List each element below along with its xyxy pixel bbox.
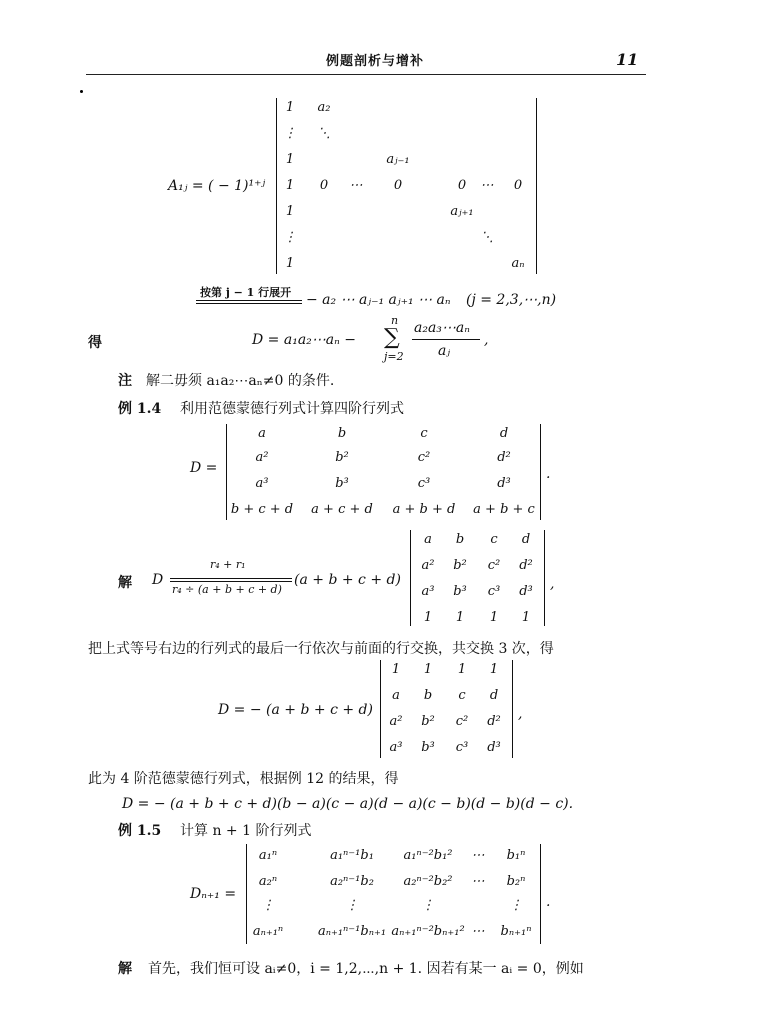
expand-eq-line-1	[196, 300, 302, 301]
swap-cell-r1-c2: 1	[423, 662, 433, 677]
sol14-tail: ,	[550, 576, 555, 592]
ex15-cell-r2-c5: b₂ⁿ	[506, 874, 526, 889]
ex15-cell-r4-c3: aₙ₊₁ⁿ⁻²bₙ₊₁²	[391, 924, 465, 939]
ex15-cell-r2-c1: a₂ⁿ	[258, 874, 278, 889]
sol14-op-bottom: r₄ ÷ (a + b + c + d)	[172, 583, 282, 596]
ex14-cell-r2-c3: c²	[417, 450, 431, 465]
ex14-cell-r2-c1: a²	[255, 450, 269, 465]
sol14-cell-r4-c2: 1	[455, 610, 465, 625]
sol14-eq-line-2	[170, 581, 292, 582]
ex14-lhs: D =	[190, 460, 218, 476]
ex15-cell-r3-c1: ⋮	[261, 898, 275, 913]
a1j-cell-r4-c5: 0	[457, 178, 467, 193]
sol14-cell-r2-c4: d²	[519, 558, 533, 573]
a1j-cell-r2-c1: ⋮	[283, 126, 297, 141]
solution-1-5-label: 解	[118, 961, 132, 977]
swap-cell-r1-c3: 1	[457, 662, 467, 677]
sol14-factor: (a + b + c + d)	[294, 572, 401, 588]
ex15-cell-r1-c4: ⋯	[471, 848, 485, 863]
a1j-cell-r4-c6: ⋯	[480, 178, 494, 193]
sol14-cell-r1-c2: b	[455, 532, 465, 547]
a1j-cell-r5-c1: 1	[285, 204, 295, 219]
ex14-cell-r3-c2: b³	[335, 476, 349, 491]
swap-cell-r3-c4: d²	[487, 714, 501, 729]
ex14-cell-r4-c3: a + b + d	[392, 502, 456, 517]
a1j-cell-r6-c1: ⋮	[283, 230, 297, 245]
ex15-cell-r1-c1: a₁ⁿ	[258, 848, 278, 863]
ex15-cell-r2-c4: ⋯	[471, 874, 485, 889]
ex15-cell-r1-c5: b₁ⁿ	[506, 848, 526, 863]
ex15-lhs: Dₙ₊₁ =	[190, 886, 237, 902]
swap-cell-r1-c4: 1	[489, 662, 499, 677]
swap-cell-r4-c3: c³	[455, 740, 469, 755]
sol14-cell-r3-c1: a³	[421, 584, 435, 599]
a1j-cell-r3-c1: 1	[285, 152, 295, 167]
expand-label: 按第 j − 1 行展开	[200, 286, 292, 299]
sol14-cell-r3-c3: c³	[487, 584, 501, 599]
d-sum-lhs: D = a₁a₂⋯aₙ −	[252, 332, 356, 348]
running-header-title: 例题剖析与增补	[326, 54, 425, 69]
ex14-cell-r4-c2: a + c + d	[311, 502, 373, 517]
expand-eq-line-2	[196, 303, 302, 304]
example-1-5-text: 计算 n + 1 阶行列式	[180, 823, 312, 839]
header-rule	[86, 74, 646, 75]
fraction-denominator: aⱼ	[438, 343, 451, 359]
a1j-cell-r4-c7: 0	[513, 178, 523, 193]
swap-lhs: D = − (a + b + c + d)	[218, 702, 373, 718]
ex15-cell-r1-c3: a₁ⁿ⁻²b₁²	[403, 848, 453, 863]
expand-result: − a₂ ⋯ aⱼ₋₁ aⱼ₊₁ ⋯ aₙ	[306, 292, 451, 308]
sol14-cell-r2-c1: a²	[421, 558, 435, 573]
swap-right-bar	[512, 660, 513, 758]
ex15-cell-r4-c2: aₙ₊₁ⁿ⁻¹bₙ₊₁	[317, 924, 387, 939]
swap-cell-r4-c4: d³	[487, 740, 501, 755]
a1j-cell-r4-c3: ⋯	[349, 178, 363, 193]
a1j-cell-r7-c1: 1	[285, 256, 295, 271]
sol14-eq-line-1	[170, 578, 292, 579]
a1j-cell-r5-c5: aⱼ₊₁	[450, 204, 474, 219]
ex14-cell-r2-c4: d²	[497, 450, 511, 465]
ex14-cell-r1-c3: c	[420, 426, 428, 441]
ex15-cell-r2-c3: a₂ⁿ⁻²b₂²	[403, 874, 453, 889]
ex14-cell-r3-c4: d³	[497, 476, 511, 491]
a1j-cell-r1-c1: 1	[285, 100, 295, 115]
swap-cell-r3-c3: c²	[455, 714, 469, 729]
swap-cell-r2-c1: a	[392, 688, 400, 703]
ex14-cell-r3-c1: a³	[255, 476, 269, 491]
sol14-cell-r4-c1: 1	[423, 610, 433, 625]
ex15-cell-r4-c5: bₙ₊₁ⁿ	[500, 924, 532, 939]
sol14-cell-r2-c2: b²	[453, 558, 467, 573]
sol14-cell-r1-c1: a	[424, 532, 432, 547]
solution-1-4-label: 解	[118, 575, 132, 591]
a1j-cell-r3-c4: aⱼ₋₁	[386, 152, 410, 167]
swap-cell-r4-c1: a³	[389, 740, 403, 755]
swap-cell-r3-c2: b²	[421, 714, 435, 729]
ex15-tail: .	[546, 894, 551, 910]
ex14-cell-r3-c3: c³	[417, 476, 431, 491]
ex15-cell-r3-c5: ⋮	[509, 898, 523, 913]
sol14-op-top: r₄ + r₁	[210, 558, 246, 571]
note-text: 解二毋须 a₁a₂⋯aₙ≠0 的条件.	[146, 373, 335, 389]
swap-cell-r2-c4: d	[489, 688, 499, 703]
sum-lower-limit: j=2	[384, 350, 404, 363]
ex14-cell-r4-c4: a + b + c	[473, 502, 535, 517]
example-1-5-label: 例 1.5	[118, 823, 162, 839]
ex14-cell-r2-c2: b²	[335, 450, 349, 465]
sol14-cell-r3-c2: b³	[453, 584, 467, 599]
d-sum-tail: ,	[484, 332, 489, 348]
ex14-cell-r4-c1: b + c + d	[230, 502, 294, 517]
sum-upper-limit: n	[391, 314, 399, 327]
swap-cell-r4-c2: b³	[421, 740, 435, 755]
ex14-cell-r1-c2: b	[337, 426, 347, 441]
de-prefix: 得	[88, 335, 102, 351]
note-label: 注	[118, 373, 132, 389]
ex15-cell-r2-c2: a₂ⁿ⁻¹b₂	[330, 874, 374, 889]
a1j-cell-r7-c7: aₙ	[511, 256, 525, 271]
sol14-cell-r1-c4: d	[521, 532, 531, 547]
final-product-equation: D = − (a + b + c + d)(b − a)(c − a)(d − a)(c − b)(d − b)(d − c).	[122, 796, 574, 812]
a1j-cell-r4-c1: 1	[285, 178, 295, 193]
page-number: 11	[616, 50, 639, 69]
sol14-cell-r4-c4: 1	[521, 610, 531, 625]
example-1-4-text: 利用范德蒙德行列式计算四阶行列式	[180, 401, 404, 417]
paragraph-vandermonde: 此为 4 阶范德蒙德行列式，根据例 12 的结果，得	[88, 771, 399, 787]
swap-cell-r2-c3: c	[458, 688, 466, 703]
expand-range: (j = 2,3,⋯,n)	[466, 292, 557, 308]
ex14-tail: .	[546, 466, 551, 482]
a1j-cell-r6-c6: ⋱	[480, 230, 494, 245]
paragraph-swap: 把上式等号右边的行列式的最后一行依次与前面的行交换，共交换 3 次，得	[88, 641, 554, 657]
sum-symbol: ∑	[384, 325, 400, 350]
example-1-4-label: 例 1.4	[118, 401, 162, 417]
a1j-cell-r4-c4: 0	[393, 178, 403, 193]
sol14-cell-r2-c3: c²	[487, 558, 501, 573]
a1j-cell-r4-c2: 0	[319, 178, 329, 193]
ex15-cell-r1-c2: a₁ⁿ⁻¹b₁	[330, 848, 374, 863]
ex15-cell-r3-c3: ⋮	[421, 898, 435, 913]
ex15-cell-r3-c2: ⋮	[345, 898, 359, 913]
solution-1-5-text: 首先，我们恒可设 aᵢ≠0，i = 1,2,⋯,n + 1. 因若有某一 aᵢ = 0，例如	[148, 961, 584, 977]
swap-cell-r3-c1: a²	[389, 714, 403, 729]
sol14-cell-r4-c3: 1	[489, 610, 499, 625]
a1j-cell-r2-c2: ⋱	[317, 126, 331, 141]
margin-dot	[80, 90, 83, 93]
sol14-right-bar	[544, 530, 545, 626]
ex15-cell-r4-c1: aₙ₊₁ⁿ	[252, 924, 284, 939]
swap-cell-r2-c2: b	[423, 688, 433, 703]
swap-cell-r1-c1: 1	[391, 662, 401, 677]
swap-tail: ,	[518, 706, 523, 722]
ex14-cell-r1-c1: a	[258, 426, 266, 441]
ex15-cell-r4-c4: ⋯	[471, 924, 485, 939]
ex14-cell-r1-c4: d	[499, 426, 509, 441]
sol14-cell-r3-c4: d³	[519, 584, 533, 599]
sol14-cell-r1-c3: c	[490, 532, 498, 547]
a1j-lhs: A₁ⱼ = ( − 1)¹⁺ʲ	[168, 178, 266, 194]
fraction-numerator: a₂a₃⋯aₙ	[414, 320, 470, 336]
sol14-lhs: D	[152, 572, 164, 588]
a1j-cell-r1-c2: a₂	[317, 100, 331, 115]
fraction-bar	[412, 339, 480, 340]
